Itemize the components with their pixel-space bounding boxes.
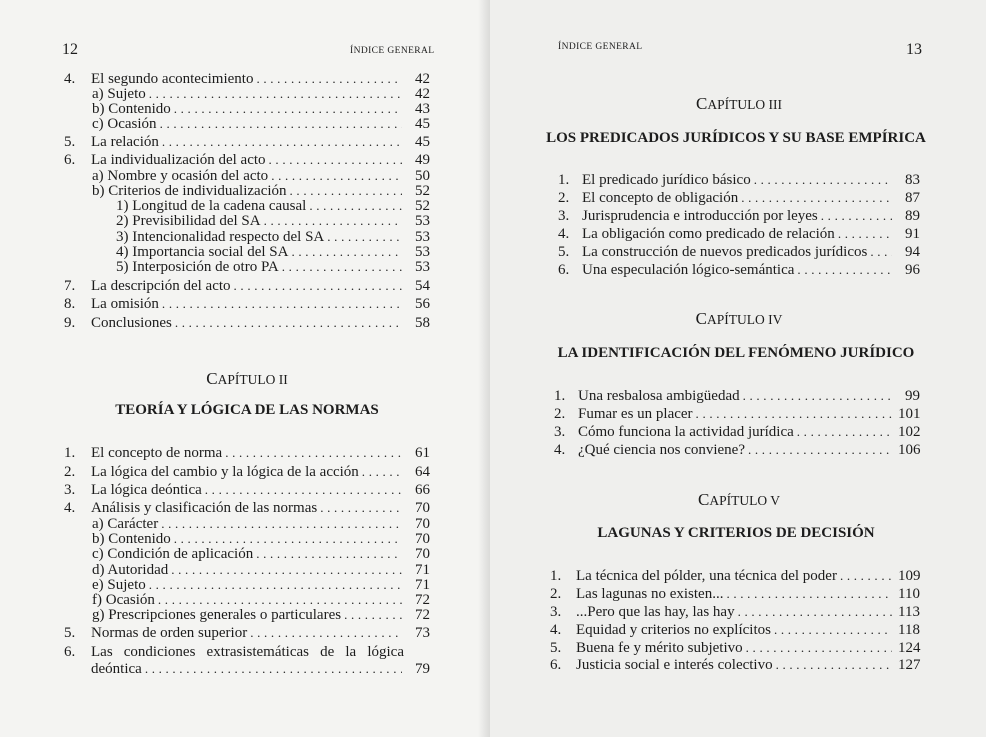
entry-number: 2. xyxy=(64,464,76,480)
entry-number: 5. xyxy=(64,625,76,641)
toc-entry[interactable] xyxy=(64,577,430,593)
entry-title: a) Sujeto xyxy=(92,86,146,102)
dot-leader xyxy=(174,101,402,117)
entry-page: 72 xyxy=(415,592,430,608)
left-running-head: ÍNDICE GENERAL xyxy=(350,46,435,56)
entry-page: 99 xyxy=(905,388,920,404)
entry-title: El concepto de obligación xyxy=(582,190,739,206)
right-page-number: 13 xyxy=(906,41,922,58)
entry-title: b) Criterios de individualización xyxy=(92,183,287,199)
entry-number: 1. xyxy=(64,445,76,461)
entry-page: 71 xyxy=(415,562,430,578)
dot-leader xyxy=(726,586,892,602)
toc-entry[interactable] xyxy=(64,296,430,312)
entry-number: 3. xyxy=(550,604,562,620)
entry-page: 52 xyxy=(415,198,430,214)
chapter-heading-initial: C xyxy=(696,94,708,113)
toc-entry[interactable] xyxy=(550,586,920,602)
chapter-heading-initial: C xyxy=(206,369,218,388)
toc-entry[interactable] xyxy=(550,657,920,673)
toc-entry[interactable] xyxy=(64,198,430,214)
entry-title: Una resbalosa ambigüedad xyxy=(578,388,740,404)
toc-entry[interactable] xyxy=(554,442,920,458)
dot-leader xyxy=(738,604,892,620)
toc-entry[interactable] xyxy=(64,152,430,168)
entry-page: 50 xyxy=(415,168,430,184)
entry-title: c) Condición de aplicación xyxy=(92,546,254,562)
entry-number: 7. xyxy=(64,278,76,294)
entry-number: 1. xyxy=(558,172,570,188)
dot-leader xyxy=(746,640,892,656)
dot-leader xyxy=(256,71,402,87)
toc-entry[interactable] xyxy=(558,172,920,188)
chapter-heading xyxy=(554,490,924,510)
entry-page: 110 xyxy=(898,586,920,602)
chapter-heading xyxy=(554,309,924,329)
toc-entry[interactable] xyxy=(558,208,920,224)
entry-page: 127 xyxy=(898,657,921,673)
entry-title: La obligación como predicado de relación xyxy=(582,226,835,242)
dot-leader xyxy=(171,562,402,578)
entry-title: 4) Importancia social del SA xyxy=(116,244,289,260)
dot-leader xyxy=(256,546,402,562)
entry-title: Cómo funciona la actividad jurídica xyxy=(578,424,794,440)
toc-entry[interactable] xyxy=(64,546,430,562)
entry-title: ...Pero que las hay, las hay xyxy=(576,604,735,620)
entry-page: 73 xyxy=(415,625,430,641)
entry-number: 4. xyxy=(554,442,566,458)
dot-leader xyxy=(234,278,402,294)
left-page xyxy=(0,0,490,737)
entry-title: La omisión xyxy=(91,296,159,312)
dot-leader xyxy=(327,229,402,245)
entry-page: 102 xyxy=(898,424,921,440)
entry-page: 118 xyxy=(898,622,920,638)
entry-page: 49 xyxy=(415,152,430,168)
entry-page: 54 xyxy=(415,278,430,294)
entry-title: c) Ocasión xyxy=(92,116,157,132)
toc-entry[interactable] xyxy=(64,516,430,532)
toc-entry[interactable] xyxy=(64,259,430,275)
chapter-title: LOS PREDICADOS JURÍDICOS Y SU BASE EMPÍRICA xyxy=(546,130,926,146)
entry-page: 124 xyxy=(898,640,921,656)
entry-title: Justicia social e interés colectivo xyxy=(576,657,773,673)
chapter-title: LA IDENTIFICACIÓN DEL FENÓMENO JURÍDICO xyxy=(557,345,915,361)
entry-title: El concepto de norma xyxy=(91,445,223,461)
entry-number: 3. xyxy=(554,424,566,440)
toc-entry[interactable] xyxy=(550,622,920,638)
entry-title: La lógica deóntica xyxy=(91,482,202,498)
dot-leader xyxy=(160,116,402,132)
entry-title: Buena fe y mérito subjetivo xyxy=(576,640,743,656)
dot-leader xyxy=(840,568,892,584)
entry-page: 72 xyxy=(415,607,430,623)
entry-number: 4. xyxy=(64,500,76,516)
dot-leader xyxy=(290,183,402,199)
toc-entry[interactable] xyxy=(64,229,430,245)
entry-title: Análisis y clasificación de las normas xyxy=(91,500,318,516)
dot-leader xyxy=(269,152,402,168)
entry-title: El segundo acontecimiento xyxy=(91,71,254,87)
toc-entry[interactable] xyxy=(554,388,920,404)
toc-entry[interactable] xyxy=(64,86,430,102)
entry-number: 6. xyxy=(64,152,76,168)
entry-page: 45 xyxy=(415,134,430,150)
dot-leader xyxy=(754,172,892,188)
toc-entry[interactable] xyxy=(558,190,920,206)
dot-leader xyxy=(821,208,892,224)
entry-page: 89 xyxy=(905,208,920,224)
entry-page: 70 xyxy=(415,531,430,547)
entry-page: 91 xyxy=(905,226,920,242)
entry-title: b) Contenido xyxy=(92,101,171,117)
toc-entry[interactable] xyxy=(64,482,430,498)
entry-page: 53 xyxy=(415,229,430,245)
entry-title: La técnica del pólder, una técnica del poder xyxy=(576,568,837,584)
entry-number: 2. xyxy=(550,586,562,602)
entry-title: Fumar es un placer xyxy=(578,406,693,422)
toc-entry[interactable] xyxy=(64,116,430,132)
entry-number: 4. xyxy=(64,71,76,87)
entry-title: 2) Previsibilidad del SA xyxy=(116,213,261,229)
entry-number: 2. xyxy=(558,190,570,206)
right-page xyxy=(490,0,986,737)
entry-page: 42 xyxy=(415,86,430,102)
left-page-number: 12 xyxy=(62,41,78,58)
entry-page: 53 xyxy=(415,259,430,275)
entry-title: Una especulación lógico-semántica xyxy=(582,262,795,278)
entry-number: 6. xyxy=(64,644,76,660)
entry-page: 113 xyxy=(898,604,920,620)
chapter-heading-rest: APÍTULO III xyxy=(707,97,782,112)
dot-leader xyxy=(838,226,892,242)
entry-number: 6. xyxy=(558,262,570,278)
dot-leader xyxy=(291,244,402,260)
entry-page: 45 xyxy=(415,116,430,132)
entry-title: La lógica del cambio y la lógica de la acción xyxy=(91,464,359,480)
toc-entry[interactable] xyxy=(64,531,430,547)
entry-number: 8. xyxy=(64,296,76,312)
entry-title: 1) Longitud de la cadena causal xyxy=(116,198,307,214)
dot-leader xyxy=(741,190,892,206)
dot-leader xyxy=(250,625,402,641)
chapter-heading xyxy=(554,94,924,114)
entry-page: 58 xyxy=(415,315,430,331)
toc-entry[interactable] xyxy=(64,315,430,331)
toc-entry[interactable] xyxy=(64,592,430,608)
dot-leader xyxy=(174,531,402,547)
dot-leader xyxy=(225,445,402,461)
toc-entry[interactable] xyxy=(64,500,430,516)
chapter-heading-initial: C xyxy=(698,490,710,509)
entry-number: 1. xyxy=(554,388,566,404)
entry-page: 87 xyxy=(905,190,920,206)
entry-title: La construcción de nuevos predicados jurídicos xyxy=(582,244,868,260)
entry-title: La descripción del acto xyxy=(91,278,231,294)
toc-entry[interactable] xyxy=(64,278,430,294)
entry-title: Equidad y criterios no explícitos xyxy=(576,622,771,638)
chapter-heading-rest: APÍTULO IV xyxy=(706,312,783,327)
toc-entry[interactable] xyxy=(554,406,920,422)
entry-number: 4. xyxy=(550,622,562,638)
entry-page: 70 xyxy=(415,516,430,532)
toc-entry[interactable] xyxy=(64,168,430,184)
entry-title-line1: Las condiciones extrasistemáticas de la lógica xyxy=(91,644,404,660)
toc-entry[interactable] xyxy=(64,71,430,87)
entry-title: La relación xyxy=(91,134,159,150)
toc-entry[interactable] xyxy=(64,244,430,260)
entry-number: 4. xyxy=(558,226,570,242)
dot-leader xyxy=(743,388,892,404)
dot-leader xyxy=(797,424,892,440)
toc-entry[interactable] xyxy=(64,213,430,229)
entry-page: 52 xyxy=(415,183,430,199)
entry-page: 42 xyxy=(415,71,430,87)
entry-title: Jurisprudencia e introducción por leyes xyxy=(582,208,818,224)
entry-title: a) Carácter xyxy=(92,516,159,532)
right-running-head: ÍNDICE GENERAL xyxy=(558,42,643,52)
chapter-title: LAGUNAS Y CRITERIOS DE DECISIÓN xyxy=(597,525,875,541)
entry-title: a) Nombre y ocasión del acto xyxy=(92,168,269,184)
chapter-title: TEORÍA Y LÓGICA DE LAS NORMAS xyxy=(115,402,379,418)
entry-page: 70 xyxy=(415,500,430,516)
entry-number: 1. xyxy=(550,568,562,584)
entry-page: 61 xyxy=(415,445,430,461)
entry-page: 70 xyxy=(415,546,430,562)
entry-title: ¿Qué ciencia nos conviene? xyxy=(578,442,745,458)
toc-entry[interactable] xyxy=(64,134,430,150)
entry-page: 66 xyxy=(415,482,430,498)
toc-entry[interactable] xyxy=(558,244,920,260)
toc-entry[interactable] xyxy=(64,607,430,623)
dot-leader xyxy=(282,259,402,275)
entry-page: 101 xyxy=(898,406,921,422)
entry-page: 64 xyxy=(415,464,430,480)
dot-leader xyxy=(149,577,402,593)
entry-page: 56 xyxy=(415,296,430,312)
entry-title: La individualización del acto xyxy=(91,152,266,168)
entry-page: 94 xyxy=(905,244,920,260)
chapter-heading-rest: APÍTULO II xyxy=(217,372,288,387)
dot-leader xyxy=(264,213,402,229)
dot-leader xyxy=(145,661,402,677)
chapter-heading-rest: APÍTULO V xyxy=(709,493,780,508)
toc-entry[interactable] xyxy=(64,101,430,117)
entry-title: El predicado jurídico básico xyxy=(582,172,751,188)
toc-entry[interactable] xyxy=(64,625,430,641)
entry-title: 5) Interposición de otro PA xyxy=(116,259,279,275)
entry-title: g) Prescripciones generales o particulares xyxy=(92,607,342,623)
entry-number: 3. xyxy=(64,482,76,498)
dot-leader xyxy=(205,482,402,498)
toc-entry[interactable] xyxy=(550,640,920,656)
entry-page: 106 xyxy=(898,442,921,458)
chapter-heading xyxy=(64,369,430,389)
entry-number: 5. xyxy=(550,640,562,656)
entry-number: 5. xyxy=(558,244,570,260)
chapter-heading-initial: C xyxy=(695,309,707,328)
toc-entry[interactable] xyxy=(550,604,920,620)
entry-number: 5. xyxy=(64,134,76,150)
toc-entry[interactable] xyxy=(64,562,430,578)
dot-leader xyxy=(870,244,892,260)
entry-page: 79 xyxy=(415,661,430,677)
dot-leader xyxy=(320,500,402,516)
entry-number: 2. xyxy=(554,406,566,422)
entry-page: 83 xyxy=(905,172,920,188)
entry-page: 53 xyxy=(415,244,430,260)
dot-leader xyxy=(161,516,402,532)
entry-page: 96 xyxy=(905,262,920,278)
toc-entry[interactable] xyxy=(64,464,430,480)
dot-leader xyxy=(344,607,402,623)
toc-entry[interactable] xyxy=(64,183,430,199)
dot-leader xyxy=(162,134,402,150)
dot-leader xyxy=(271,168,402,184)
dot-leader xyxy=(175,315,402,331)
dot-leader xyxy=(162,296,402,312)
entry-title: b) Contenido xyxy=(92,531,171,547)
entry-title: 3) Intencionalidad respecto del SA xyxy=(116,229,325,245)
toc-entry[interactable] xyxy=(558,226,920,242)
toc-entry[interactable] xyxy=(558,262,920,278)
entry-title: e) Sujeto xyxy=(92,577,146,593)
entry-page: 109 xyxy=(898,568,921,584)
entry-title: d) Autoridad xyxy=(92,562,169,578)
entry-number: 6. xyxy=(550,657,562,673)
entry-title: Conclusiones xyxy=(91,315,172,331)
toc-entry[interactable] xyxy=(64,445,430,461)
dot-leader xyxy=(774,622,892,638)
entry-title: Normas de orden superior xyxy=(91,625,248,641)
dot-leader xyxy=(149,86,402,102)
toc-entry[interactable] xyxy=(554,424,920,440)
dot-leader xyxy=(309,198,402,214)
entry-title: Las lagunas no existen... xyxy=(576,586,724,602)
dot-leader xyxy=(362,464,402,480)
entry-number: 3. xyxy=(558,208,570,224)
entry-title: f) Ocasión xyxy=(92,592,155,608)
entry-page: 43 xyxy=(415,101,430,117)
dot-leader xyxy=(158,592,402,608)
entry-page: 71 xyxy=(415,577,430,593)
toc-entry[interactable] xyxy=(550,568,920,584)
dot-leader xyxy=(748,442,892,458)
dot-leader xyxy=(797,262,892,278)
dot-leader xyxy=(776,657,892,673)
entry-page: 53 xyxy=(415,213,430,229)
entry-number: 9. xyxy=(64,315,76,331)
entry-title-line2: deóntica xyxy=(91,661,142,677)
dot-leader xyxy=(696,406,892,422)
